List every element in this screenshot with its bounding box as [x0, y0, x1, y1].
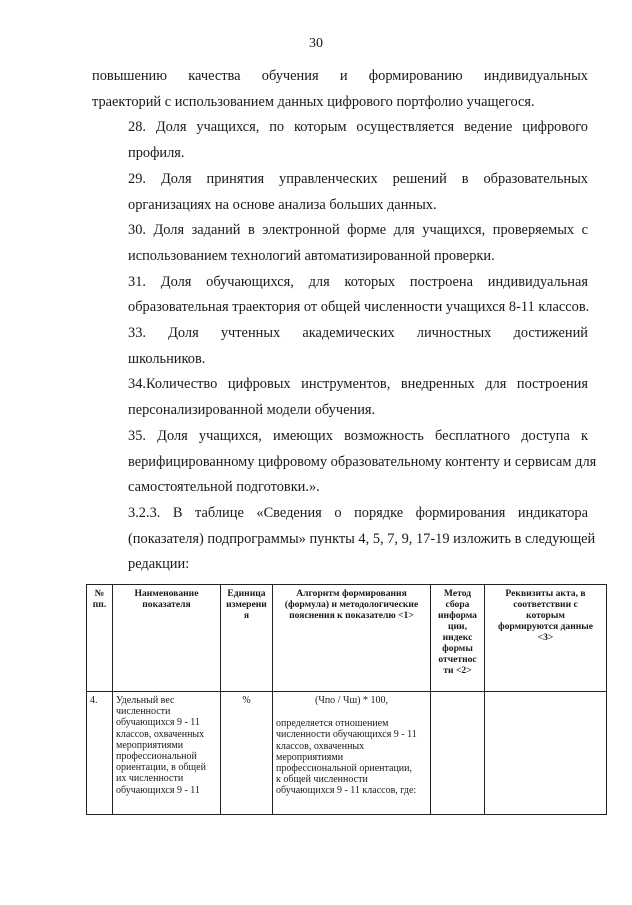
paragraph-line: 33. Доля учтенных академических личностных достижений	[128, 325, 588, 342]
paragraph-p35	[92, 424, 597, 501]
paragraph-line: использованием технологий автоматизированной проверки.	[128, 247, 495, 264]
header-text: Алгоритм формирования	[296, 588, 407, 599]
table-row	[87, 692, 607, 815]
cell-text: мероприятиями	[116, 739, 184, 751]
paragraph-p28	[92, 115, 588, 166]
paragraph-p34	[92, 372, 588, 423]
header-text: я	[243, 610, 250, 621]
cell-text: классов, охваченных	[276, 740, 365, 752]
header-text: (формула) и методологические	[284, 599, 419, 610]
header-text: Наименование	[134, 588, 199, 599]
col-header-number	[87, 585, 113, 692]
paragraph-p29	[92, 167, 588, 218]
paragraph-line: (показателя) подпрограммы» пункты 4, 5, 7, 9, 17-19 изложить в следующей	[128, 530, 596, 547]
cell-text: обучающихся 9 - 11	[116, 784, 200, 796]
header-text: Реквизиты акта, в	[505, 588, 586, 599]
col-header-name	[113, 585, 221, 692]
header-text: Единица	[227, 588, 266, 599]
header-text: сбора	[445, 599, 470, 610]
cell-text: их численности	[116, 773, 184, 785]
paragraph-p30	[92, 218, 588, 269]
paragraph-line: редакции:	[128, 556, 190, 573]
header-text: показателя	[142, 599, 191, 610]
cell-algorithm	[273, 692, 431, 815]
cell-unit: %	[221, 692, 273, 815]
paragraph-line: повышению качества обучения и формированию индивидуальных	[92, 68, 588, 84]
col-header-requisites	[485, 585, 607, 692]
header-text: Метод	[443, 588, 472, 599]
cell-text: обучающихся 9 - 11	[116, 717, 200, 729]
header-text: соответствии с	[513, 599, 578, 610]
header-text: которым	[526, 610, 565, 621]
paragraph-line: 31. Доля обучающихся, для которых построена индивидуальная	[128, 273, 588, 290]
paragraph-p-cont	[92, 64, 588, 115]
cell-text: численности обучающихся 9 - 11	[276, 729, 417, 741]
paragraph-line: персонализированной модели обучения.	[128, 402, 376, 419]
header-text: формируются данные	[497, 621, 594, 632]
paragraph-line: 30. Доля заданий в электронной форме для учащихся, проверяемых с	[128, 222, 588, 239]
cell-text: мероприятиями	[276, 751, 344, 763]
paragraph-line: профиля.	[128, 145, 185, 162]
paragraph-line: 3.2.3. В таблице «Сведения о порядке формирования индикатора	[128, 504, 588, 521]
cell-text: профессиональной	[116, 751, 197, 763]
cell-text: профессиональной ориентации,	[276, 763, 413, 775]
cell-method	[431, 692, 485, 815]
table-header-row	[87, 585, 607, 692]
cell-number: 4.	[87, 692, 113, 815]
header-text: отчетнос	[438, 654, 477, 665]
header-text: №	[94, 588, 105, 599]
col-header-method	[431, 585, 485, 692]
cell-text: численности	[116, 706, 171, 718]
col-header-algorithm	[273, 585, 431, 692]
paragraph-line: школьников.	[128, 350, 206, 367]
paragraph-line: самостоятельной подготовки.».	[128, 479, 320, 496]
paragraph-line: организациях на основе анализа больших данных.	[128, 196, 437, 213]
cell-text: ориентации, в общей	[116, 762, 206, 774]
paragraph-line: образовательная траектория от общей численности учащихся 8-11 классов.	[128, 299, 590, 316]
header-text: измерени	[226, 599, 267, 610]
paragraph-line: 28. Доля учащихся, по которым осуществляется ведение цифрового	[128, 119, 588, 136]
paragraph-line: траекторий с использованием данных цифрового портфолио учащегося.	[92, 93, 535, 110]
header-text: индекс	[442, 632, 473, 643]
paragraph-line: 35. Доля учащихся, имеющих возможность бесплатного доступа к	[128, 427, 588, 444]
paragraph-p33	[92, 321, 588, 372]
formula-text: (Чпо / Чш) * 100,	[315, 695, 388, 706]
header-text: ти <2>	[443, 665, 472, 676]
paragraph-line: 29. Доля принятия управленческих решений в образовательных	[128, 170, 588, 187]
body-text	[92, 64, 597, 578]
cell-indicator-name	[113, 692, 221, 815]
header-text: формы	[442, 643, 473, 654]
cell-text: Удельный вес	[116, 695, 175, 706]
col-header-unit	[221, 585, 273, 692]
paragraph-p323	[92, 501, 596, 578]
cell-text: классов, охваченных	[116, 728, 205, 740]
cell-requisites	[485, 692, 607, 815]
header-text: информа	[438, 610, 477, 621]
indicator-table-wrap	[86, 584, 606, 815]
header-text: <3>	[537, 632, 554, 643]
paragraph-p31	[92, 270, 588, 321]
header-text: ции,	[448, 621, 467, 632]
cell-text: к общей численности	[276, 774, 368, 786]
cell-text: определяется отношением	[276, 718, 389, 730]
header-text: пп.	[92, 599, 107, 610]
header-text: пояснения к показателю <1>	[289, 610, 414, 621]
paragraph-line: 34.Количество цифровых инструментов, внедренных для построения	[128, 376, 588, 393]
cell-text: обучающихся 9 - 11 классов, где:	[276, 785, 417, 797]
page-number: 30	[309, 36, 323, 51]
paragraph-line: верифицированному цифровому образовательному контенту и сервисам для	[128, 453, 597, 470]
indicator-table	[86, 584, 607, 815]
